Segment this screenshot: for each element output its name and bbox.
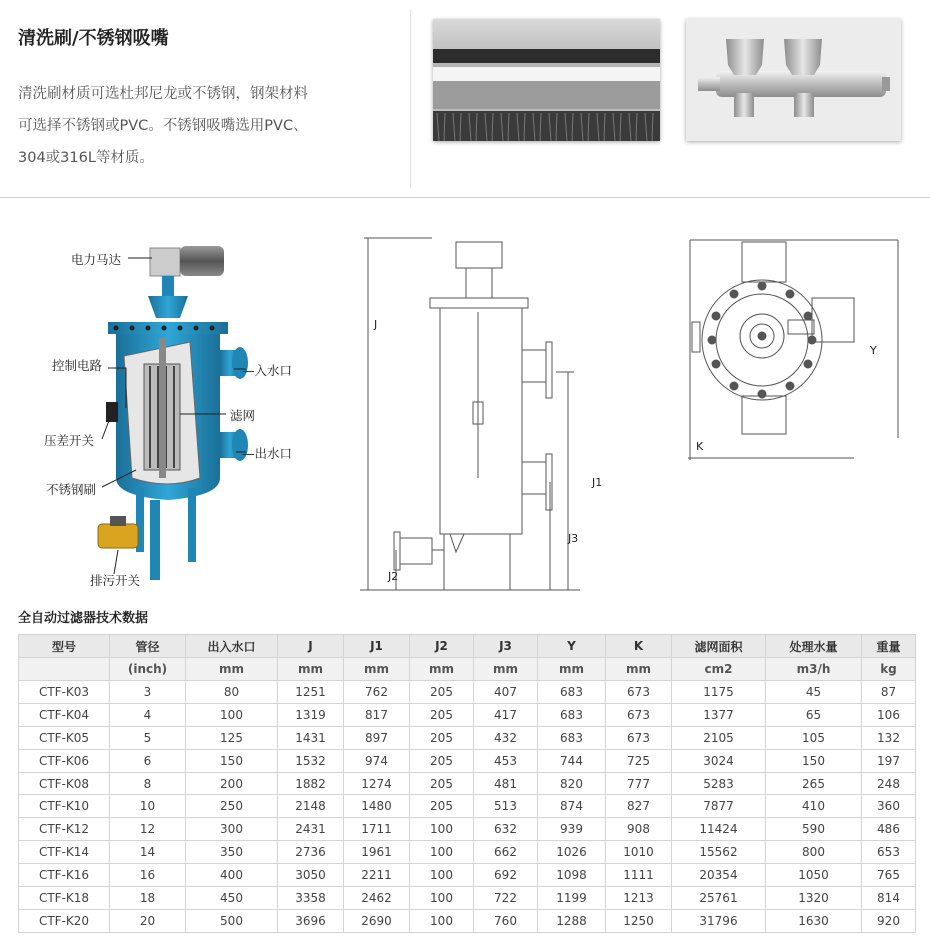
description-line: 可选择不锈钢或PVC。不锈钢吸嘴选用PVC、: [18, 118, 308, 134]
table-cell: 100: [410, 841, 474, 864]
table-cell: 300: [186, 818, 278, 841]
table-cell: 1010: [606, 841, 672, 864]
label-inlet: —入水口: [242, 363, 293, 378]
table-units-row: [19, 658, 916, 681]
table-cell: 1098: [538, 864, 606, 887]
table-cell: 1026: [538, 841, 606, 864]
table-cell: 15562: [672, 841, 766, 864]
table-row: [19, 887, 916, 910]
table-header-row: [19, 635, 916, 658]
table-cell: cm2: [672, 658, 766, 681]
table-cell: 150: [766, 749, 862, 772]
table-cell: 450: [186, 887, 278, 910]
table-cell: 12: [110, 818, 186, 841]
description-line: 304或316L等材质。: [18, 150, 154, 166]
table-cell: 5283: [672, 772, 766, 795]
table-cell: 481: [474, 772, 538, 795]
table-cell: 683: [538, 726, 606, 749]
table-cell: 205: [410, 703, 474, 726]
table-cell: 1199: [538, 887, 606, 910]
side-elevation-drawing: [360, 232, 620, 602]
table-cell: 3050: [278, 864, 344, 887]
table-cell: 2105: [672, 726, 766, 749]
table-cell: CTF-K18: [19, 887, 110, 910]
table-cell: 897: [344, 726, 410, 749]
table-row: [19, 749, 916, 772]
table-cell: 1630: [766, 909, 862, 932]
table-cell: 7877: [672, 795, 766, 818]
table-cell: 5: [110, 726, 186, 749]
table-row: [19, 909, 916, 932]
table-cell: 105: [766, 726, 862, 749]
table-cell: 8: [110, 772, 186, 795]
table-cell: 410: [766, 795, 862, 818]
dim-label-J: J: [374, 318, 378, 331]
table-cell: CTF-K14: [19, 841, 110, 864]
table-cell: CTF-K10: [19, 795, 110, 818]
table-cell: 11424: [672, 818, 766, 841]
table-cell: mm: [410, 658, 474, 681]
section-title: 清洗刷/不锈钢吸嘴: [18, 28, 169, 49]
table-cell: 673: [606, 726, 672, 749]
table-cell: CTF-K12: [19, 818, 110, 841]
table-row: [19, 864, 916, 887]
table-title: 全自动过滤器技术数据: [18, 611, 149, 626]
table-cell: 817: [344, 703, 410, 726]
dim-label-Y: Y: [870, 344, 877, 357]
table-cell: 400: [186, 864, 278, 887]
table-cell: kg: [862, 658, 916, 681]
table-cell: 205: [410, 749, 474, 772]
table-cell: 1377: [672, 703, 766, 726]
table-cell: 692: [474, 864, 538, 887]
table-cell: 100: [410, 864, 474, 887]
table-cell: 683: [538, 703, 606, 726]
table-cell: 1274: [344, 772, 410, 795]
table-cell: 滤网面积: [672, 635, 766, 658]
table-row: [19, 772, 916, 795]
table-cell: m3/h: [766, 658, 862, 681]
table-cell: 3358: [278, 887, 344, 910]
table-cell: J1: [344, 635, 410, 658]
table-cell: 25761: [672, 887, 766, 910]
table-cell: 590: [766, 818, 862, 841]
table-cell: 673: [606, 681, 672, 704]
table-cell: CTF-K16: [19, 864, 110, 887]
table-cell: 6: [110, 749, 186, 772]
table-cell: J: [278, 635, 344, 658]
table-cell: Y: [538, 635, 606, 658]
table-cell: 205: [410, 772, 474, 795]
table-cell: 16: [110, 864, 186, 887]
table-cell: 1213: [606, 887, 672, 910]
table-cell: 1320: [766, 887, 862, 910]
table-cell: CTF-K04: [19, 703, 110, 726]
brush-photo: [433, 19, 660, 141]
table-cell: 673: [606, 703, 672, 726]
table-cell: 65: [766, 703, 862, 726]
table-cell: 2431: [278, 818, 344, 841]
table-row: [19, 681, 916, 704]
table-cell: 80: [186, 681, 278, 704]
table-cell: 3: [110, 681, 186, 704]
table-cell: 744: [538, 749, 606, 772]
table-cell: 814: [862, 887, 916, 910]
table-cell: 762: [344, 681, 410, 704]
table-cell: 722: [474, 887, 538, 910]
spec-table: [18, 634, 916, 933]
table-cell: 205: [410, 795, 474, 818]
table-cell: 1431: [278, 726, 344, 749]
table-cell: 125: [186, 726, 278, 749]
table-cell: 100: [410, 887, 474, 910]
table-cell: 920: [862, 909, 916, 932]
table-cell: 265: [766, 772, 862, 795]
table-cell: 513: [474, 795, 538, 818]
table-cell: 10: [110, 795, 186, 818]
table-cell: mm: [278, 658, 344, 681]
table-cell: 407: [474, 681, 538, 704]
table-cell: mm: [606, 658, 672, 681]
table-cell: 874: [538, 795, 606, 818]
table-cell: 632: [474, 818, 538, 841]
table-cell: CTF-K20: [19, 909, 110, 932]
section-description: [18, 78, 378, 174]
table-cell: 248: [862, 772, 916, 795]
table-cell: 100: [410, 818, 474, 841]
table-cell: 1532: [278, 749, 344, 772]
table-cell: 1250: [606, 909, 672, 932]
table-cell: 908: [606, 818, 672, 841]
nozzle-photo: [686, 19, 901, 141]
label-brush: 不锈钢刷: [46, 482, 97, 497]
table-cell: 18: [110, 887, 186, 910]
table-cell: 31796: [672, 909, 766, 932]
table-cell: 760: [474, 909, 538, 932]
table-cell: 20354: [672, 864, 766, 887]
table-row: [19, 841, 916, 864]
table-cell: CTF-K05: [19, 726, 110, 749]
table-cell: 14: [110, 841, 186, 864]
table-cell: 2211: [344, 864, 410, 887]
table-cell: 486: [862, 818, 916, 841]
table-cell: 2736: [278, 841, 344, 864]
label-screen: 滤网: [230, 408, 256, 423]
table-cell: 1251: [278, 681, 344, 704]
table-cell: 725: [606, 749, 672, 772]
label-control-circuit: 控制电路: [52, 358, 103, 373]
table-row: [19, 703, 916, 726]
intro-section: [0, 0, 930, 200]
table-cell: 型号: [19, 635, 110, 658]
table-row: [19, 818, 916, 841]
table-cell: mm: [538, 658, 606, 681]
table-cell: 87: [862, 681, 916, 704]
table-cell: 2148: [278, 795, 344, 818]
table-cell: CTF-K06: [19, 749, 110, 772]
table-cell: 1711: [344, 818, 410, 841]
table-cell: K: [606, 635, 672, 658]
table-cell: mm: [186, 658, 278, 681]
description-line: 清洗刷材质可选杜邦尼龙或不锈钢，钢架材料: [18, 86, 308, 102]
table-cell: CTF-K03: [19, 681, 110, 704]
table-cell: 197: [862, 749, 916, 772]
table-cell: 1111: [606, 864, 672, 887]
table-cell: 683: [538, 681, 606, 704]
table-cell: 827: [606, 795, 672, 818]
table-cell: 205: [410, 726, 474, 749]
table-cell: 453: [474, 749, 538, 772]
table-cell: 200: [186, 772, 278, 795]
table-cell: 100: [410, 909, 474, 932]
label-dp-switch: 压差开关: [44, 433, 95, 448]
table-cell: 765: [862, 864, 916, 887]
table-cell: 150: [186, 749, 278, 772]
table-cell: mm: [474, 658, 538, 681]
dim-label-K: K: [696, 440, 704, 453]
table-cell: 100: [186, 703, 278, 726]
table-cell: 432: [474, 726, 538, 749]
table-cell: 45: [766, 681, 862, 704]
label-drain-switch: 排污开关: [90, 573, 141, 588]
table-cell: 974: [344, 749, 410, 772]
table-cell: 1050: [766, 864, 862, 887]
table-cell: 800: [766, 841, 862, 864]
table-cell: 1961: [344, 841, 410, 864]
table-cell: CTF-K08: [19, 772, 110, 795]
table-cell: 1288: [538, 909, 606, 932]
table-cell: J2: [410, 635, 474, 658]
table-row: [19, 795, 916, 818]
table-cell: 106: [862, 703, 916, 726]
table-cell: J3: [474, 635, 538, 658]
table-cell: 820: [538, 772, 606, 795]
divider: [410, 10, 411, 188]
dim-label-J1: J1: [592, 476, 603, 489]
table-cell: 处理水量: [766, 635, 862, 658]
table-cell: 2462: [344, 887, 410, 910]
table-cell: 1175: [672, 681, 766, 704]
table-cell: 417: [474, 703, 538, 726]
label-outlet: —出水口: [242, 446, 293, 461]
table-row: [19, 726, 916, 749]
cutaway-diagram: [40, 238, 300, 588]
table-cell: 132: [862, 726, 916, 749]
table-cell: 管径: [110, 635, 186, 658]
top-view-drawing: [684, 236, 916, 462]
table-cell: 939: [538, 818, 606, 841]
table-cell: 777: [606, 772, 672, 795]
dim-label-J3: J3: [568, 532, 579, 545]
table-cell: 2690: [344, 909, 410, 932]
table-cell: 出入水口: [186, 635, 278, 658]
table-cell: 3696: [278, 909, 344, 932]
table-cell: 360: [862, 795, 916, 818]
label-motor: 电力马达: [71, 252, 122, 267]
table-cell: 250: [186, 795, 278, 818]
dim-label-J2: J2: [388, 570, 399, 583]
section-divider: [0, 197, 930, 198]
table-cell: mm: [344, 658, 410, 681]
table-cell: 205: [410, 681, 474, 704]
table-cell: 1319: [278, 703, 344, 726]
table-cell: 4: [110, 703, 186, 726]
table-cell: 662: [474, 841, 538, 864]
table-cell: 重量: [862, 635, 916, 658]
table-cell: 500: [186, 909, 278, 932]
table-cell: 350: [186, 841, 278, 864]
table-cell: 20: [110, 909, 186, 932]
table-cell: 653: [862, 841, 916, 864]
table-cell: 3024: [672, 749, 766, 772]
table-cell: 1480: [344, 795, 410, 818]
table-cell: (inch): [110, 658, 186, 681]
table-cell: 1882: [278, 772, 344, 795]
table-cell: [19, 658, 110, 681]
